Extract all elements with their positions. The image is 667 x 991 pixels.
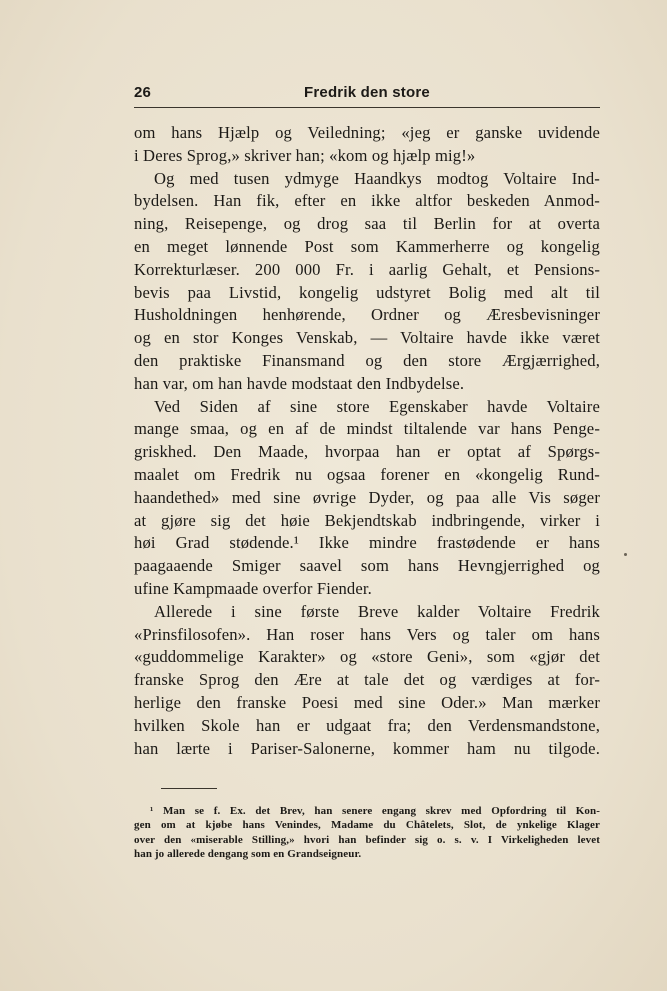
page-header — [134, 84, 600, 104]
footnote-line: han jo allerede dengang som en Grandseigneur. — [134, 848, 362, 861]
text-line: han lærte i Pariser-Salonerne, kommer ham nu tilgode. — [134, 738, 600, 758]
text-line: den praktiske Finansmand og den store Ærgjærrighed, — [134, 350, 600, 370]
text-line: «Prinsfilosofen». Han roser hans Vers og taler om hans — [134, 624, 600, 644]
text-line: paagaaende Smiger saavel som hans Hevngjerrighed og — [134, 556, 600, 576]
text-line: griskhed. Den Maade, hvorpaa han er optat af Spørgs- — [134, 442, 600, 462]
text-line: herlige den franske Poesi med sine Oder.» Man mærker — [134, 692, 600, 712]
text-line: ufine Kampmaade overfor Fiender. — [134, 578, 372, 598]
text-line: franske Sprog den Ære at tale det og værdiges at for- — [134, 670, 600, 690]
footnote-line: ¹ Man se f. Ex. det Brev, han senere engang skrev med Opfordring til Kon- — [150, 805, 600, 817]
page-number: 26 — [134, 84, 152, 101]
footnote — [134, 804, 600, 862]
footnote-rule — [161, 788, 217, 789]
text-line: og en stor Konges Venskab, — Voltaire havde ikke været — [134, 328, 600, 348]
header-rule — [134, 107, 600, 108]
text-line: en meget lønnende Post som Kammerherre og kongelig — [134, 236, 600, 256]
running-title: Fredrik den store — [304, 84, 430, 101]
text-line: haandethed» med sine øvrige Dyder, og paa alle Vis søger — [134, 487, 600, 507]
text-line: mange smaa, og en af de mindst tiltalende var hans Penge- — [134, 419, 600, 439]
text-line: maalet om Fredrik nu ogsaa forener en «kongelig Rund- — [134, 464, 600, 484]
text-line: han var, om han havde modstaat den Indbydelse. — [134, 373, 465, 393]
text-line: Husholdningen henhørende, Ordner og Æresbevisninger — [134, 305, 600, 325]
text-line: Allerede i sine første Breve kalder Voltaire Fredrik — [154, 601, 600, 621]
text-line: hvilken Skole han er udgaat fra; den Verdensmandstone, — [134, 715, 600, 735]
text-line: «guddommelige Karakter» og «store Geni», som «gjør det — [134, 647, 600, 667]
paper-speck — [624, 553, 627, 556]
text-line: Ved Siden af sine store Egenskaber havde Voltaire — [154, 396, 600, 416]
footnote-line: over den «miserable Stilling,» hvori han befinder sig o. s. v. I Virkeligheden levet — [134, 833, 600, 846]
text-line: bevis paa Livstid, kongelig udstyret Bolig med alt til — [134, 282, 600, 302]
text-line: bydelsen. Han fik, efter en ikke altfor beskeden Anmod- — [134, 191, 600, 211]
text-line: høi Grad stødende.¹ Ikke mindre frastødende er hans — [134, 533, 600, 553]
text-line: Korrekturlæser. 200 000 Fr. i aarlig Gehalt, et Pensions- — [134, 259, 600, 279]
text-line: Og med tusen ydmyge Haandkys modtog Voltaire Ind- — [154, 168, 600, 188]
text-line: om hans Hjælp og Veiledning; «jeg er ganske uvidende — [134, 123, 600, 142]
body-text — [134, 122, 600, 760]
text-line: at gjøre sig det høie Bekjendtskab indbringende, virker i — [134, 510, 600, 530]
footnote-line: gen om at kjøbe hans Venindes, Madame du Châtelets, Slot, de ynkelige Klager — [134, 819, 600, 832]
text-line: i Deres Sprog,» skriver han; «kom og hjælp mig!» — [134, 145, 476, 165]
text-line: ning, Reisepenge, og drog saa til Berlin for at overta — [134, 214, 600, 234]
